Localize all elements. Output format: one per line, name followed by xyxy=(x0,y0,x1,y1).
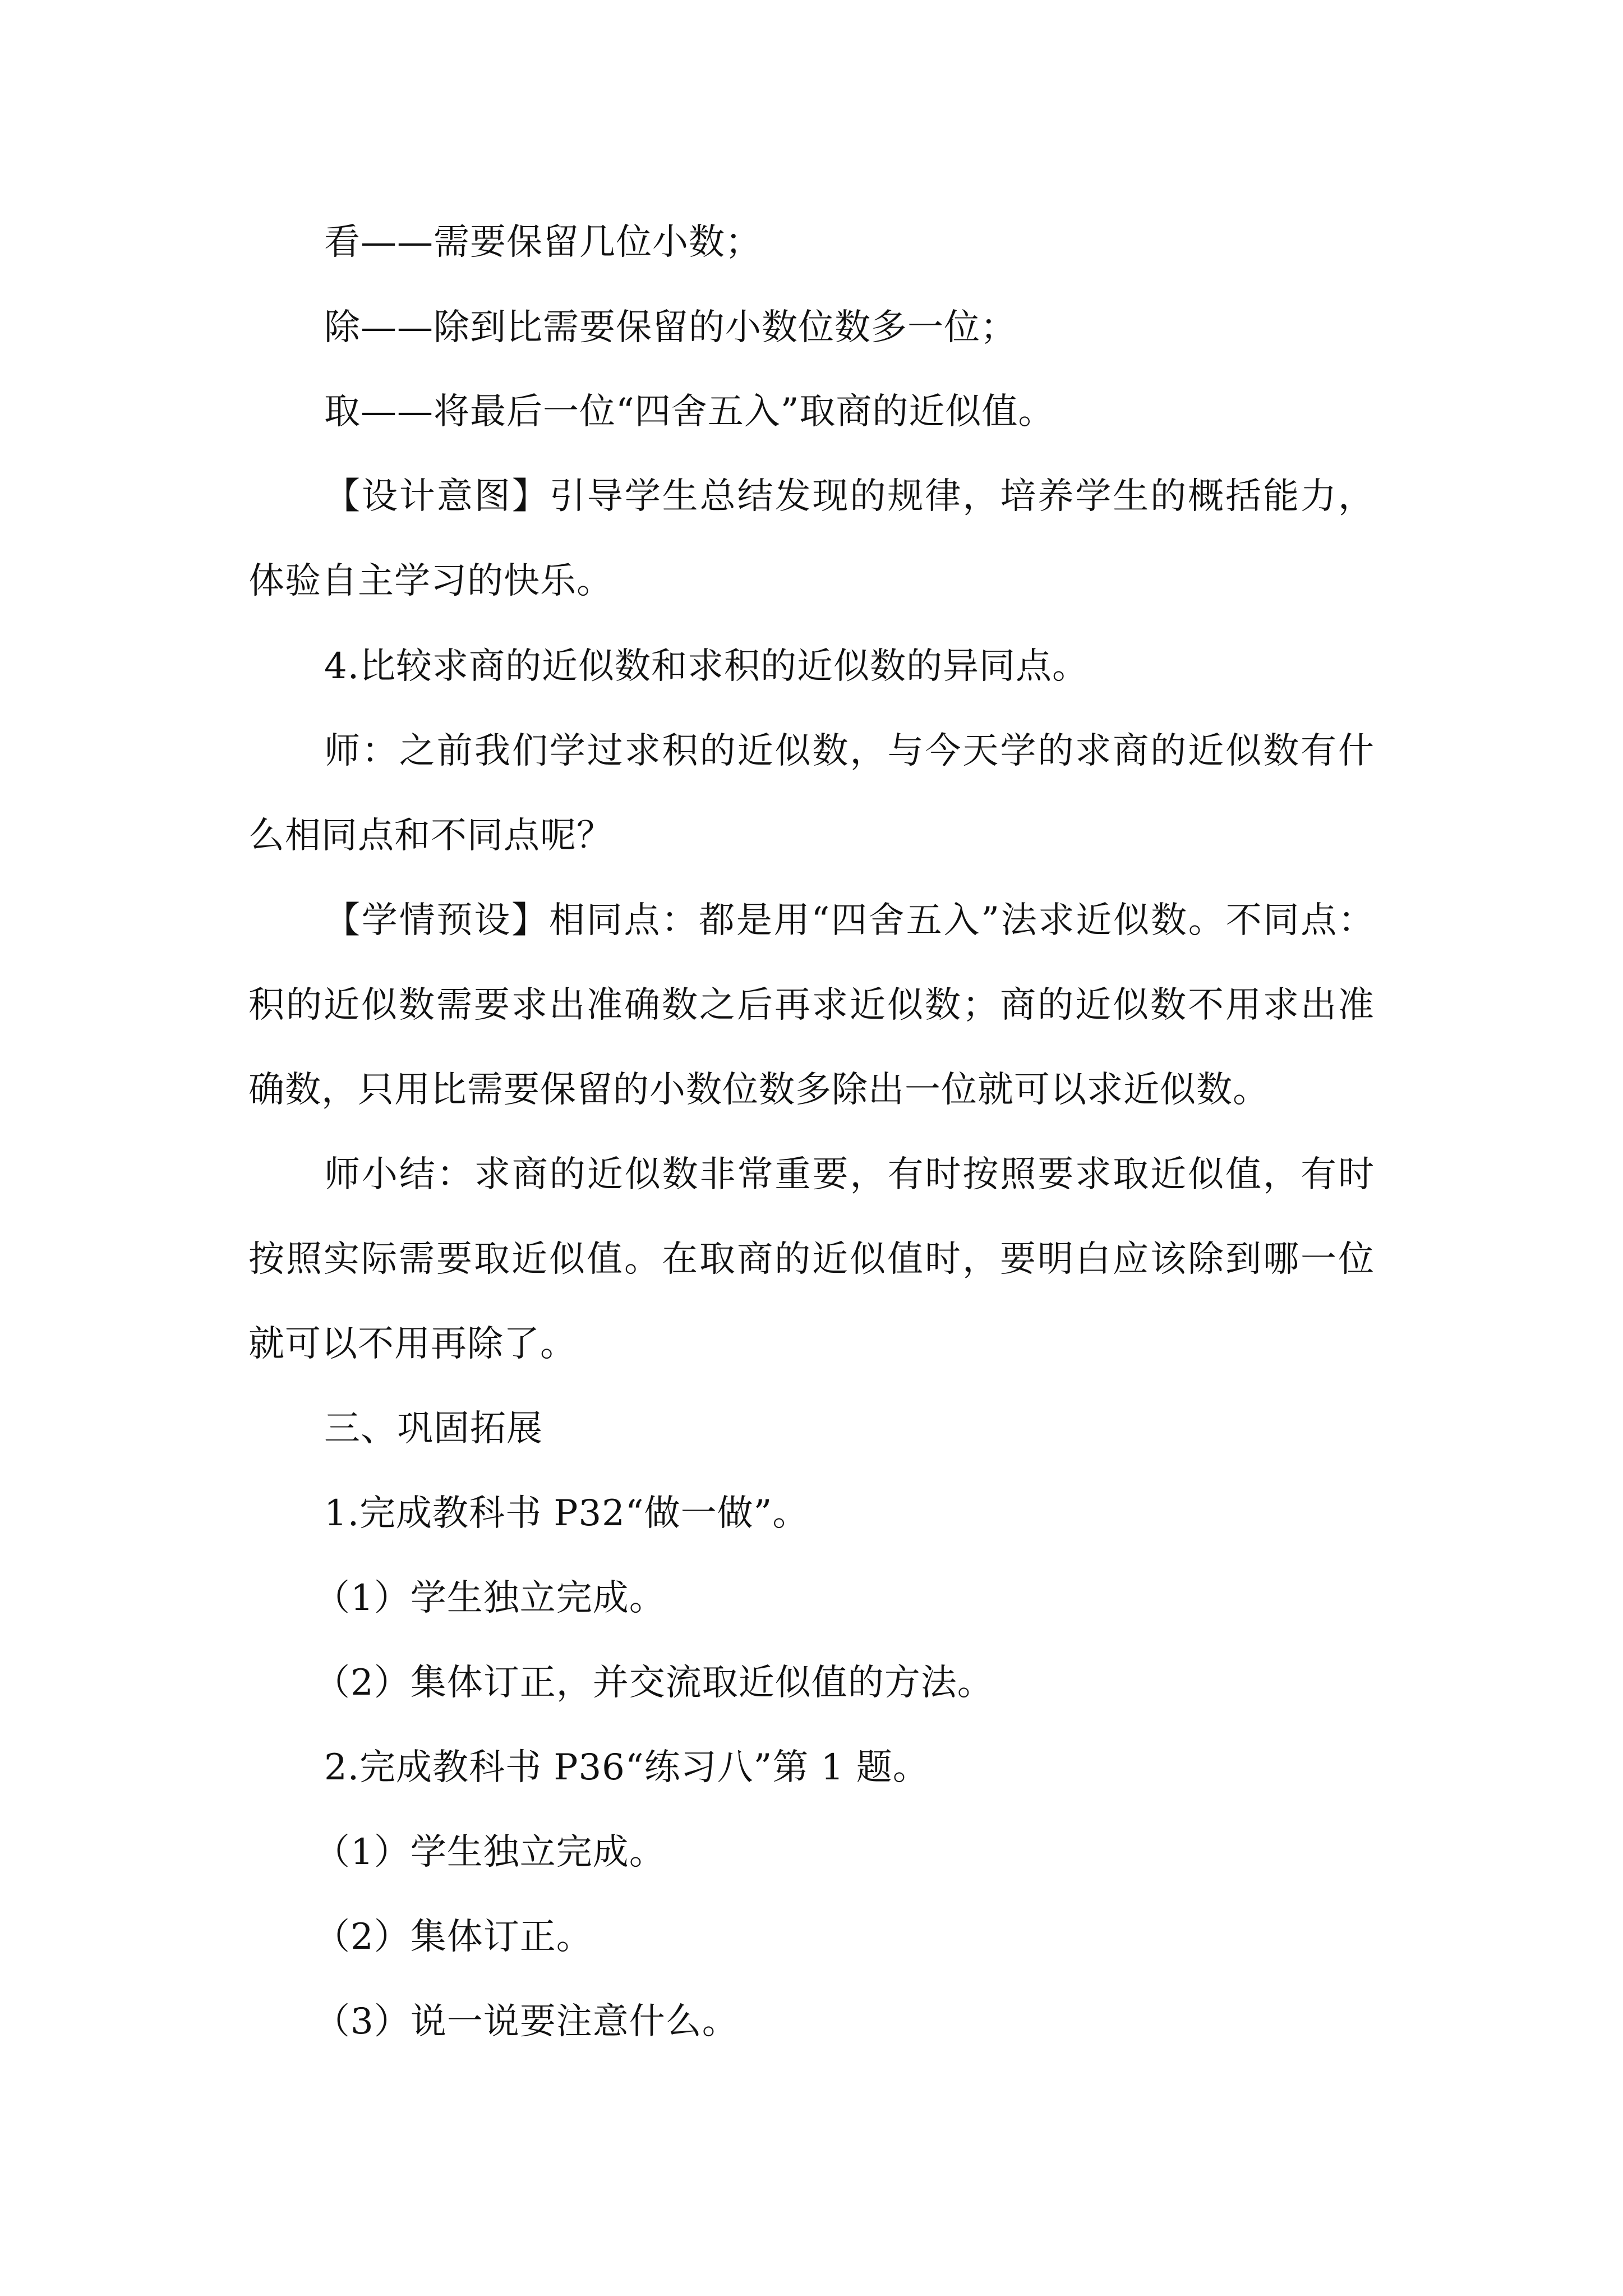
step-look-line: 看——需要保留几位小数； xyxy=(324,222,762,263)
teacher-summary-line-3: 就可以不用再除了。 xyxy=(248,1323,577,1365)
task-1-step-2: （2）集体订正，并交流取近似值的方法。 xyxy=(314,1662,994,1704)
teacher-question-line-1: 师：之前我们学过求积的近似数，与今天学的求商的近似数有什 xyxy=(324,730,1375,772)
task-2-step-1: （1）学生独立完成。 xyxy=(314,1832,666,1873)
design-intent-paragraph-line-1: 【设计意图】引导学生总结发现的规律，培养学生的概括能力， xyxy=(324,476,1375,517)
teacher-summary-line-2: 按照实际需要取近似值。在取商的近似值时，要明白应该除到哪一位 xyxy=(248,1239,1375,1280)
task-2-step-3: （3）说一说要注意什么。 xyxy=(314,2001,739,2042)
task-1-heading: 1.完成教科书 P32“做一做”。 xyxy=(324,1493,809,1534)
task-2-heading: 2.完成教科书 P36“练习八”第 1 题。 xyxy=(324,1747,929,1788)
learning-preset-line-2: 积的近似数需要求出准确数之后再求近似数；商的近似数不用求出准 xyxy=(248,984,1375,1026)
learning-preset-line-3: 确数，只用比需要保留的小数位数多除出一位就可以求近似数。 xyxy=(248,1069,1269,1111)
learning-preset-line-1: 【学情预设】相同点：都是用“四舍五入”法求近似数。不同点： xyxy=(324,900,1375,941)
compare-heading: 4.比较求商的近似数和求积的近似数的异同点。 xyxy=(324,646,1089,687)
teacher-question-line-2: 么相同点和不同点呢？ xyxy=(248,815,613,857)
task-2-step-2: （2）集体订正。 xyxy=(314,1916,593,1958)
design-intent-paragraph-line-2: 体验自主学习的快乐。 xyxy=(248,560,613,602)
task-1-step-1: （1）学生独立完成。 xyxy=(314,1577,666,1619)
step-divide-line: 除——除到比需要保留的小数位数多一位； xyxy=(324,307,1017,348)
teacher-summary-line-1: 师小结：求商的近似数非常重要，有时按照要求取近似值，有时 xyxy=(324,1154,1375,1195)
step-take-line: 取——将最后一位“四舍五入”取商的近似值。 xyxy=(324,391,1055,432)
section-heading-consolidation: 三、巩固拓展 xyxy=(324,1408,543,1450)
